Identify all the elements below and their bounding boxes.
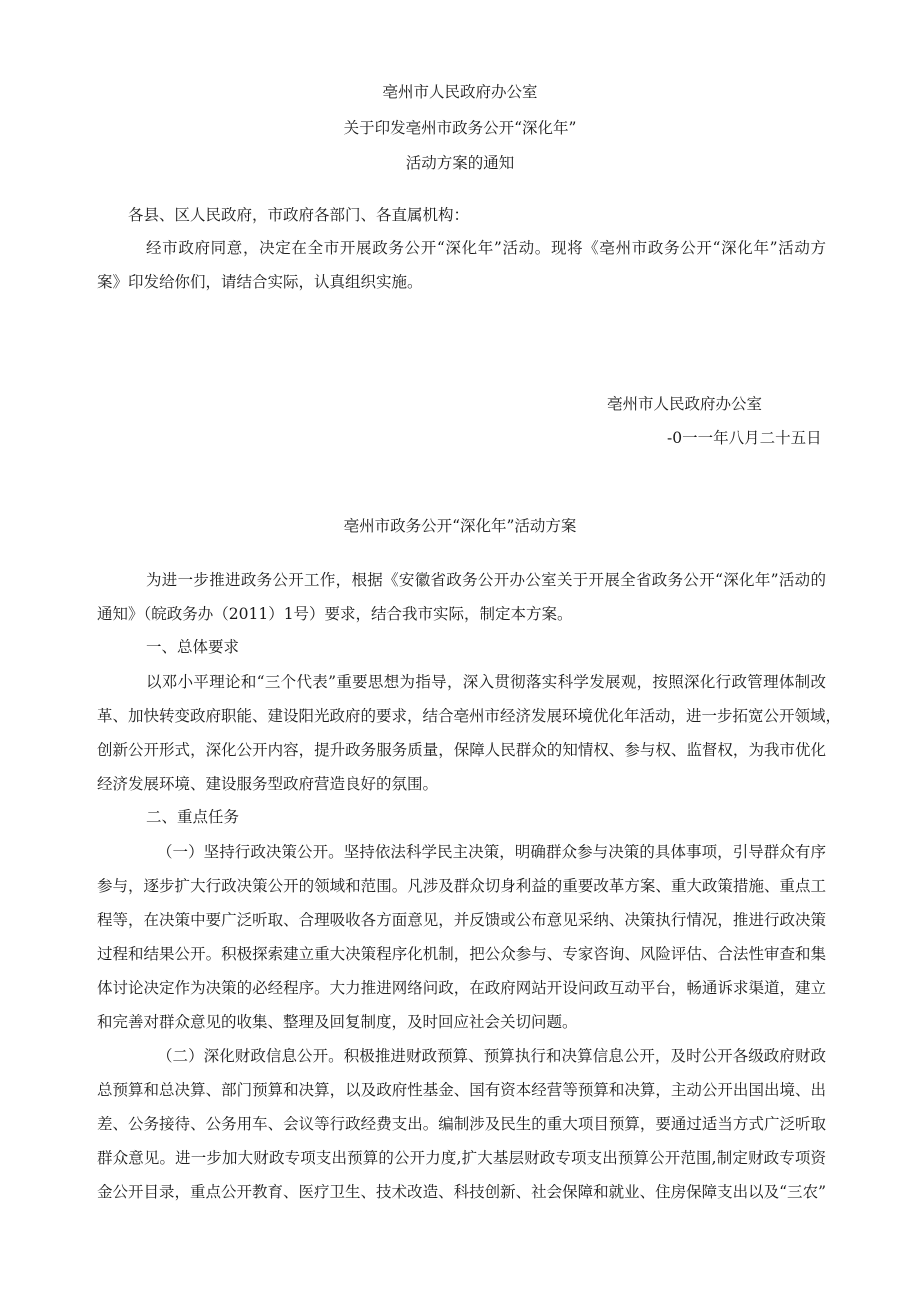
section-1-line-2: 革、加快转变政府职能、建设阳光政府的要求，结合亳州市经济发展环境优化年活动，进一步拓宽公开领域， bbox=[97, 707, 842, 725]
section-1-line-3: 创新公开形式，深化公开内容，提升政务服务质量，保障人民群众的知情权、参与权、监督权，为我市优化 bbox=[97, 741, 826, 759]
notice-body-line-2: 案》印发给你们，请结合实际，认真组织实施。 bbox=[97, 273, 423, 291]
item-2-line-2: 总预算和总决算、部门预算和决算，以及政府性基金、国有资本经营等预算和决算，主动公开出国出境、出 bbox=[97, 1081, 826, 1099]
plan-intro-line-1: 为进一步推进政务公开工作，根据《安徽省政务公开办公室关于开展全省政务公开“深化年”活动的 bbox=[146, 571, 826, 589]
section-1-line-1: 以邓小平理论和“三个代表”重要思想为指导，深入贯彻落实科学发展观，按照深化行政管理体制改 bbox=[146, 673, 826, 691]
signature-date: -0一一年八月二十五日 bbox=[667, 429, 822, 447]
item-2-line-4: 群众意见。进一步加大财政专项支出预算的公开力度,扩大基层财政专项支出预算公开范围,制定财政专项资 bbox=[97, 1149, 826, 1167]
notice-title-line-3: 活动方案的通知 bbox=[405, 154, 515, 172]
item-1-line-4: 过程和结果公开。积极探索建立重大决策程序化机制，把公众参与、专家咨询、风险评估、合法性审查和集 bbox=[97, 945, 826, 963]
item-1-line-2: 参与，逐步扩大行政决策公开的领域和范围。凡涉及群众切身利益的重要改革方案、重大政策措施、重点工 bbox=[97, 877, 826, 895]
item-1-line-5: 体讨论决定作为决策的必经程序。大力推进网络问政，在政府网站开设问政互动平台，畅通诉求渠道，建立 bbox=[97, 979, 826, 997]
section-1-heading: 一、总体要求 bbox=[146, 638, 240, 656]
plan-title: 亳州市政务公开“深化年”活动方案 bbox=[343, 517, 577, 535]
section-1-line-4: 经济发展环境、建设服务型政府营造良好的氛围。 bbox=[97, 775, 439, 793]
item-1-line-6: 和完善对群众意见的收集、整理及回复制度，及时回应社会关切问题。 bbox=[97, 1013, 578, 1031]
notice-title-line-1: 亳州市人民政府办公室 bbox=[382, 83, 538, 101]
item-2-line-3: 差、公务接待、公务用车、会议等行政经费支出。编制涉及民生的重大项目预算，要通过适当方式广泛听取 bbox=[97, 1115, 826, 1133]
item-2-line-1: （二）深化财政信息公开。积极推进财政预算、预算执行和决算信息公开，及时公开各级政府财政 bbox=[157, 1047, 826, 1065]
signature-org: 亳州市人民政府办公室 bbox=[607, 395, 763, 413]
plan-intro-line-2: 通知》（皖政务办（2011）1号）要求，结合我市实际，制定本方案。 bbox=[97, 605, 573, 623]
item-1-line-3: 程等，在决策中要广泛听取、合理吸收各方面意见，并反馈或公布意见采纳、决策执行情况，推进行政决策 bbox=[97, 911, 826, 929]
notice-title-line-2: 关于印发亳州市政务公开“深化年” bbox=[343, 119, 577, 137]
notice-body-line-1: 经市政府同意，决定在全市开展政务公开“深化年”活动。现将《亳州市政务公开“深化年”活动方 bbox=[146, 239, 826, 257]
notice-addressee: 各县、区人民政府，市政府各部门、各直属机构： bbox=[128, 206, 470, 224]
section-2-heading: 二、重点任务 bbox=[146, 808, 240, 826]
item-1-line-1: （一）坚持行政决策公开。坚持依法科学民主决策，明确群众参与决策的具体事项，引导群众有序 bbox=[157, 843, 826, 861]
item-2-line-5: 金公开目录，重点公开教育、医疗卫生、技术改造、科技创新、社会保障和就业、住房保障支出以及“三农” bbox=[97, 1183, 826, 1201]
